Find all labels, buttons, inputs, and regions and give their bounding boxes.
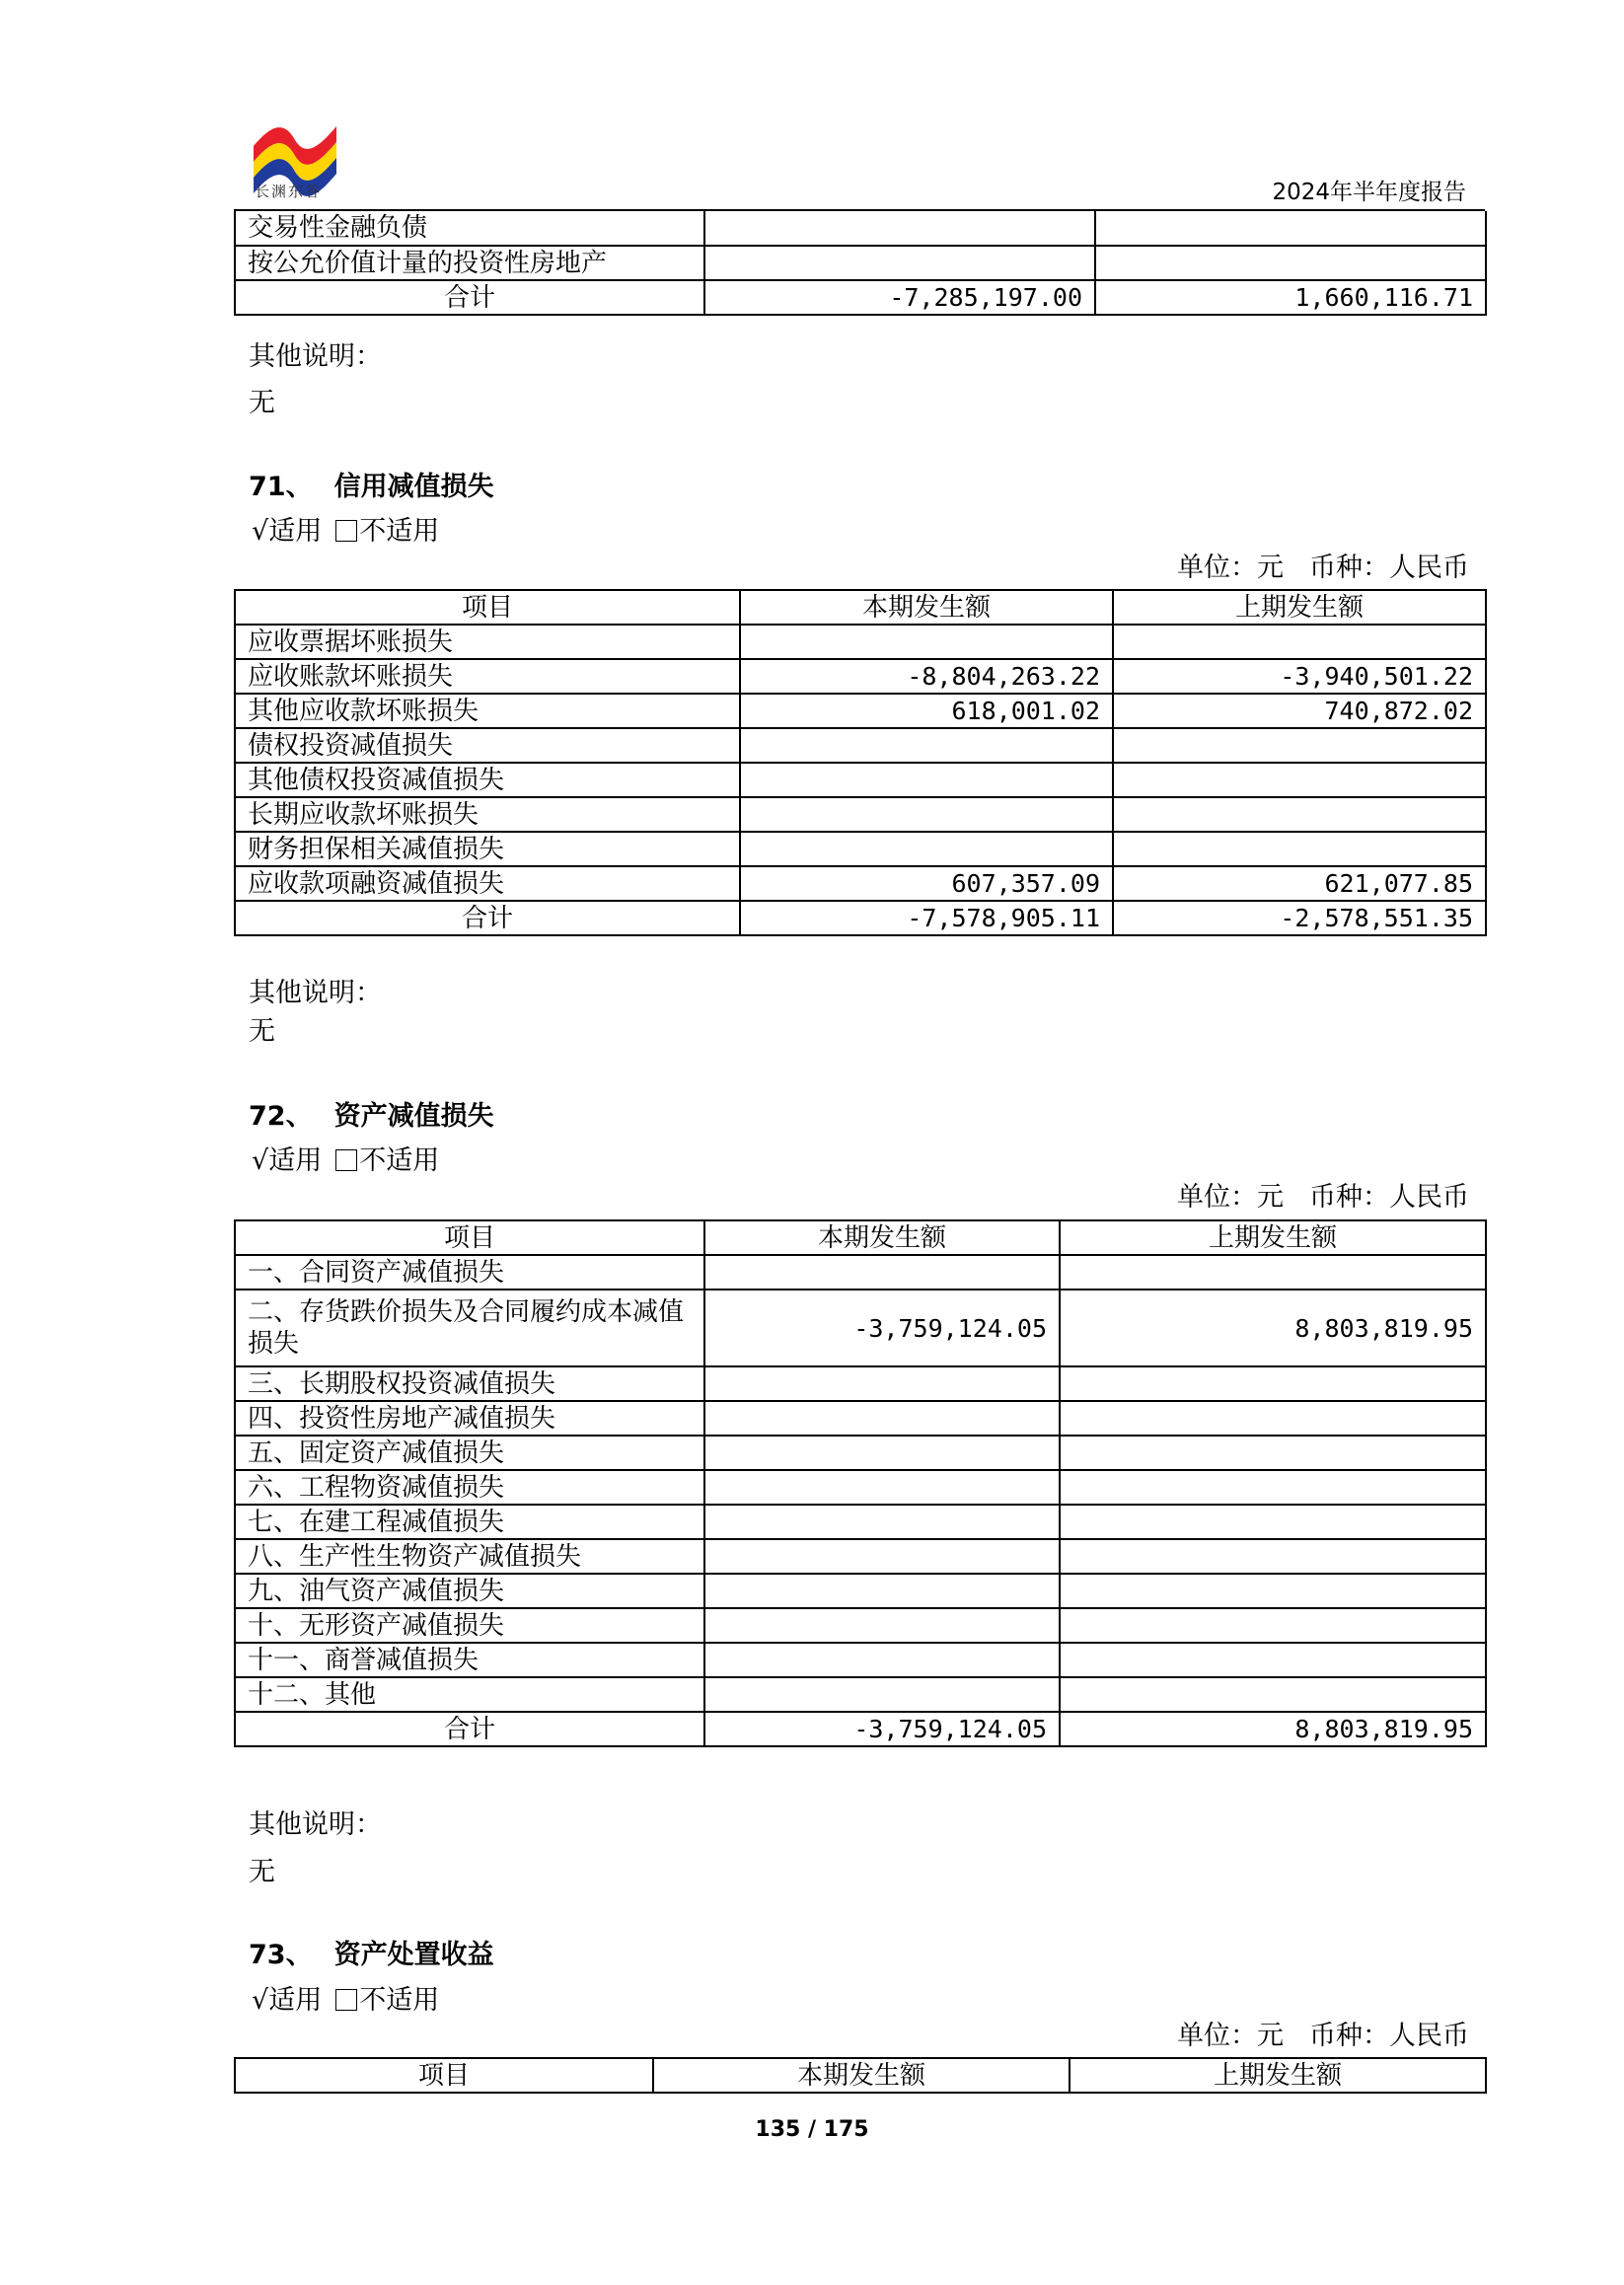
table-row [235, 246, 1486, 280]
row-item: 八、生产性生物资产减值损失 [235, 1539, 704, 1574]
row-current [740, 797, 1113, 832]
row-previous [1060, 1505, 1486, 1539]
row-previous: 621,077.85 [1113, 866, 1486, 901]
applicable-check: √适用 [252, 1145, 323, 1176]
row-previous: 8,803,819.95 [1060, 1290, 1486, 1366]
section-number: 71、 [249, 472, 313, 502]
column-header: 本期发生额 [740, 590, 1113, 625]
row-previous: 1,660,116.71 [1095, 280, 1486, 315]
row-previous [1113, 625, 1486, 659]
row-current [704, 211, 1095, 246]
row-previous [1060, 1677, 1486, 1712]
row-previous: 740,872.02 [1113, 694, 1486, 728]
row-previous [1060, 1436, 1486, 1470]
section-heading-71 [249, 474, 494, 500]
row-previous [1113, 797, 1486, 832]
row-current: -3,759,124.05 [704, 1290, 1060, 1366]
table-row [235, 1290, 1486, 1366]
row-item: 三、长期股权投资减值损失 [235, 1366, 704, 1401]
table-row [235, 832, 1486, 866]
row-item: 四、投资性房地产减值损失 [235, 1401, 704, 1436]
row-previous: 8,803,819.95 [1060, 1712, 1486, 1746]
table-row [235, 1677, 1486, 1712]
row-current [704, 1255, 1060, 1290]
column-header: 项目 [235, 590, 740, 625]
table-row [235, 1539, 1486, 1574]
other-notes-value: 无 [249, 1857, 275, 1887]
other-notes-label: 其他说明： [249, 341, 382, 372]
row-item: 债权投资减值损失 [235, 728, 740, 763]
row-current [740, 832, 1113, 866]
row-previous [1060, 1539, 1486, 1574]
logo-text: 长渊东谷 [255, 183, 323, 200]
row-previous [1060, 1255, 1486, 1290]
not-applicable-label: 不适用 [359, 1145, 440, 1176]
currency-label: 币种：人民币 [1309, 1182, 1469, 1213]
row-previous [1060, 1643, 1486, 1677]
unit-label: 单位：元 [1177, 1182, 1284, 1213]
row-item: 按公允价值计量的投资性房地产 [235, 246, 704, 280]
row-current [704, 1643, 1060, 1677]
row-item: 应收票据坏账损失 [235, 625, 740, 659]
row-item: 合计 [235, 1712, 704, 1746]
unit-currency [1177, 1184, 1469, 1211]
section-heading-72 [249, 1103, 494, 1130]
asset-impairment-table [234, 1219, 1487, 1747]
row-previous: -3,940,501.22 [1113, 659, 1486, 694]
column-header: 本期发生额 [653, 2058, 1070, 2093]
row-previous [1113, 763, 1486, 797]
row-item: 十二、其他 [235, 1677, 704, 1712]
column-header: 本期发生额 [704, 1220, 1060, 1255]
row-previous [1060, 1608, 1486, 1643]
row-item: 其他债权投资减值损失 [235, 763, 740, 797]
table-row [235, 211, 1486, 246]
report-title: 2024年半年度报告 [1272, 180, 1466, 205]
table-row-total [235, 280, 1486, 315]
currency-label: 币种：人民币 [1309, 2021, 1469, 2051]
checkbox-icon [335, 1149, 357, 1171]
row-item: 二、存货跌价损失及合同履约成本减值损失 [235, 1290, 704, 1366]
table-row [235, 797, 1486, 832]
unit-label: 单位：元 [1177, 553, 1284, 583]
table-row [235, 1643, 1486, 1677]
row-current [704, 1436, 1060, 1470]
checkbox-icon [335, 520, 357, 542]
row-current [704, 1401, 1060, 1436]
row-current [704, 1539, 1060, 1574]
table-row [235, 1366, 1486, 1401]
other-notes-value: 无 [249, 1016, 275, 1047]
table-row [235, 1608, 1486, 1643]
row-current [740, 625, 1113, 659]
table-row [235, 866, 1486, 901]
row-item: 十、无形资产减值损失 [235, 1608, 704, 1643]
applicability [252, 1147, 439, 1174]
section-number: 72、 [249, 1101, 313, 1132]
not-applicable-label: 不适用 [359, 516, 440, 547]
row-previous [1060, 1470, 1486, 1505]
row-current: -8,804,263.22 [740, 659, 1113, 694]
row-current [704, 1366, 1060, 1401]
table-header-row [235, 590, 1486, 625]
column-header: 项目 [235, 2058, 653, 2093]
other-notes-value: 无 [249, 388, 275, 418]
row-previous [1095, 246, 1486, 280]
table-row [235, 659, 1486, 694]
not-applicable-label: 不适用 [359, 1985, 440, 2016]
row-current [704, 1677, 1060, 1712]
unit-label: 单位：元 [1177, 2021, 1284, 2051]
table-row [235, 694, 1486, 728]
table-header-row [235, 2058, 1486, 2093]
page-number: 135 / 175 [755, 2117, 869, 2142]
table-row [235, 1505, 1486, 1539]
column-header: 上期发生额 [1060, 1220, 1486, 1255]
row-item: 其他应收款坏账损失 [235, 694, 740, 728]
section-number: 73、 [249, 1940, 313, 1970]
applicable-check: √适用 [252, 516, 323, 547]
applicability [252, 1987, 439, 2014]
table-header-row [235, 1220, 1486, 1255]
row-previous [1113, 728, 1486, 763]
column-header: 上期发生额 [1070, 2058, 1486, 2093]
applicability [252, 518, 439, 545]
table-row-total [235, 901, 1486, 935]
row-current: -3,759,124.05 [704, 1712, 1060, 1746]
row-item: 财务担保相关减值损失 [235, 832, 740, 866]
row-item: 九、油气资产减值损失 [235, 1574, 704, 1608]
table-row [235, 1574, 1486, 1608]
table-row [235, 1470, 1486, 1505]
row-previous [1113, 832, 1486, 866]
row-item: 交易性金融负债 [235, 211, 704, 246]
table-row [235, 1255, 1486, 1290]
row-current [704, 1505, 1060, 1539]
row-item: 合计 [235, 901, 740, 935]
table-row [235, 728, 1486, 763]
table-row [235, 625, 1486, 659]
row-item: 十一、商誉减值损失 [235, 1643, 704, 1677]
row-previous [1060, 1401, 1486, 1436]
row-item: 五、固定资产减值损失 [235, 1436, 704, 1470]
table-row-total [235, 1712, 1486, 1746]
row-current: 618,001.02 [740, 694, 1113, 728]
row-item: 一、合同资产减值损失 [235, 1255, 704, 1290]
other-notes-label: 其他说明： [249, 978, 382, 1008]
section-title: 资产处置收益 [333, 1940, 494, 1970]
asset-disposal-table [234, 2057, 1487, 2094]
row-current [704, 1470, 1060, 1505]
row-current: 607,357.09 [740, 866, 1113, 901]
row-item: 六、工程物资减值损失 [235, 1470, 704, 1505]
row-item: 长期应收款坏账损失 [235, 797, 740, 832]
currency-label: 币种：人民币 [1309, 553, 1469, 583]
row-previous [1060, 1366, 1486, 1401]
row-item: 应收账款坏账损失 [235, 659, 740, 694]
other-notes-label: 其他说明： [249, 1809, 382, 1840]
table-row [235, 1401, 1486, 1436]
row-current [740, 763, 1113, 797]
row-previous [1060, 1574, 1486, 1608]
table-row [235, 763, 1486, 797]
column-header: 上期发生额 [1113, 590, 1486, 625]
row-current [704, 246, 1095, 280]
row-current [704, 1574, 1060, 1608]
row-item: 七、在建工程减值损失 [235, 1505, 704, 1539]
row-current: -7,285,197.00 [704, 280, 1095, 315]
row-current [740, 728, 1113, 763]
row-item: 合计 [235, 280, 704, 315]
top-continued-table [234, 211, 1487, 316]
column-header: 项目 [235, 1220, 704, 1255]
row-current [704, 1608, 1060, 1643]
section-title: 信用减值损失 [333, 472, 494, 502]
row-item: 应收款项融资减值损失 [235, 866, 740, 901]
applicable-check: √适用 [252, 1985, 323, 2016]
row-current: -7,578,905.11 [740, 901, 1113, 935]
section-heading-73 [249, 1942, 494, 1968]
table-row [235, 1436, 1486, 1470]
section-title: 资产减值损失 [333, 1101, 494, 1132]
row-previous [1095, 211, 1486, 246]
checkbox-icon [335, 1989, 357, 2011]
credit-impairment-table [234, 589, 1487, 936]
unit-currency [1177, 2023, 1469, 2049]
unit-currency [1177, 554, 1469, 581]
row-previous: -2,578,551.35 [1113, 901, 1486, 935]
